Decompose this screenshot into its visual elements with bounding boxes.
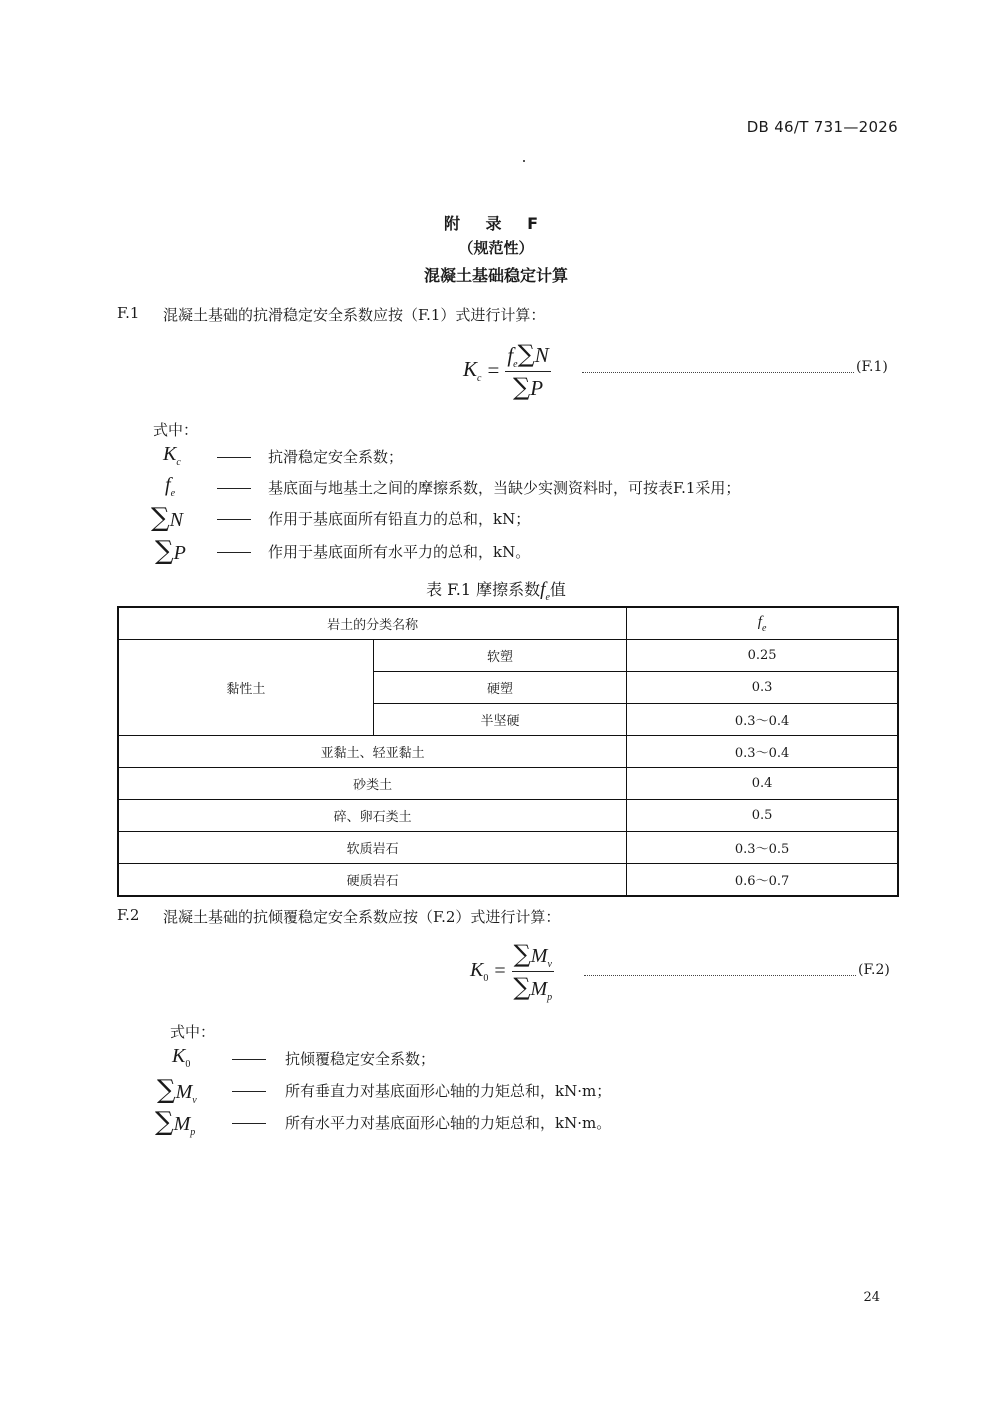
f1-where-label: 式中： [153,421,199,439]
f1-legend-dash [217,457,251,458]
eq-f1-fraction: $\frac{f_e\sum N}{\sum P}$ [507,339,549,401]
header-fe: $f_e$ [627,607,898,640]
f2-legend-symbol-sum-mv: $\sum M_v$ [157,1075,197,1106]
f1-legend-desc-kc: 抗滑稳定安全系数； [268,448,404,466]
f1-legend-dash [217,552,251,553]
header-soil-name: 岩土的分类名称 [118,607,627,640]
f2-legend-dash [232,1059,266,1060]
table-row [118,832,898,864]
section-f2-number: F.2 [117,906,140,924]
cell-value: 0.3 [627,672,898,704]
friction-table [117,606,899,897]
f1-legend-symbol-kc: $K_c$ [163,443,181,468]
f2-where-label: 式中： [170,1023,216,1041]
cell-value: 0.3～0.4 [627,736,898,768]
table-row [118,800,898,832]
f1-legend-dash [217,488,251,489]
eq-f2-number: (F.2) [858,962,890,978]
cell-name: 软质岩石 [118,832,627,864]
table-row [118,768,898,800]
f2-legend-desc-sum-mp: 所有水平力对基底面形心轴的力矩总和，kN·m。 [285,1114,612,1132]
f1-legend-desc-sum-n: 作用于基底面所有铅直力的总和，kN； [268,510,531,528]
eq-f2-lhs: $K_0$ [470,958,489,984]
f2-legend-symbol-sum-mp: $\sum M_p$ [155,1107,196,1138]
group-name: 黏性土 [118,640,373,736]
eq-f1-lhs: $K_c$ [463,356,482,384]
f1-legend-symbol-sum-n: ∑N [151,503,183,533]
f2-legend-dash [232,1091,266,1092]
cell-value: 0.3～0.5 [627,832,898,864]
table-caption: 表 F.1 摩擦系数$f_e$值 [426,579,566,603]
appendix-title: 混凝土基础稳定计算 [423,266,568,285]
eq-f2-fraction: $\frac{\sum M_v}{\sum M_p}$ [513,939,553,1003]
appendix-label: 附 录 F [443,214,549,233]
cell-value: 0.5 [627,800,898,832]
cell-name: 碎、卵石类土 [118,800,627,832]
group-sub: 软塑 [373,640,626,672]
page-number: 24 [863,1290,880,1305]
cell-name: 硬质岩石 [118,864,627,897]
table-row [118,864,898,897]
f1-legend-desc-sum-p: 作用于基底面所有水平力的总和，kN。 [268,543,531,561]
cell-value: 0.25 [627,640,898,672]
group-sub: 半坚硬 [373,704,626,736]
eq-f2-leader [584,975,856,976]
section-f2-text: 混凝土基础的抗倾覆稳定安全系数应按（F.2）式进行计算： [163,908,561,926]
f1-legend-symbol-sum-p: ∑P [155,536,186,566]
cell-name: 砂类土 [118,768,627,800]
section-f1-text: 混凝土基础的抗滑稳定安全系数应按（F.1）式进行计算： [163,306,546,324]
f2-legend-dash [232,1123,266,1124]
cell-value: 0.4 [627,768,898,800]
f2-legend-symbol-k0: $K_0$ [172,1045,191,1070]
equation-f2: $K_0$ = $\frac{\sum M_v}{\sum M_p}$ [470,939,553,1003]
eq-f1-leader [582,372,854,373]
cell-value: 0.6～0.7 [627,864,898,897]
f2-legend-desc-sum-mv: 所有垂直力对基底面形心轴的力矩总和，kN·m； [285,1082,612,1100]
stray-dot [523,160,525,162]
eq-f1-number: (F.1) [856,359,888,375]
section-f1-number: F.1 [117,304,140,322]
document-number: DB 46/T 731—2026 [746,118,898,136]
equation-f1: $K_c$ = $\frac{f_e\sum N}{\sum P}$ [463,339,549,401]
cell-value: 0.3～0.4 [627,704,898,736]
table-row [118,640,898,672]
appendix-type: （规范性） [458,239,534,257]
f1-legend-symbol-fe: $f_e$ [165,474,176,499]
table-header-row [118,607,898,640]
f1-legend-dash [217,519,251,520]
table-row [118,736,898,768]
group-sub: 硬塑 [373,672,626,704]
cell-name: 亚黏土、轻亚黏土 [118,736,627,768]
f2-legend-desc-k0: 抗倾覆稳定安全系数； [285,1050,436,1068]
f1-legend-desc-fe: 基底面与地基土之间的摩擦系数，当缺少实测资料时，可按表F.1采用； [268,479,741,497]
